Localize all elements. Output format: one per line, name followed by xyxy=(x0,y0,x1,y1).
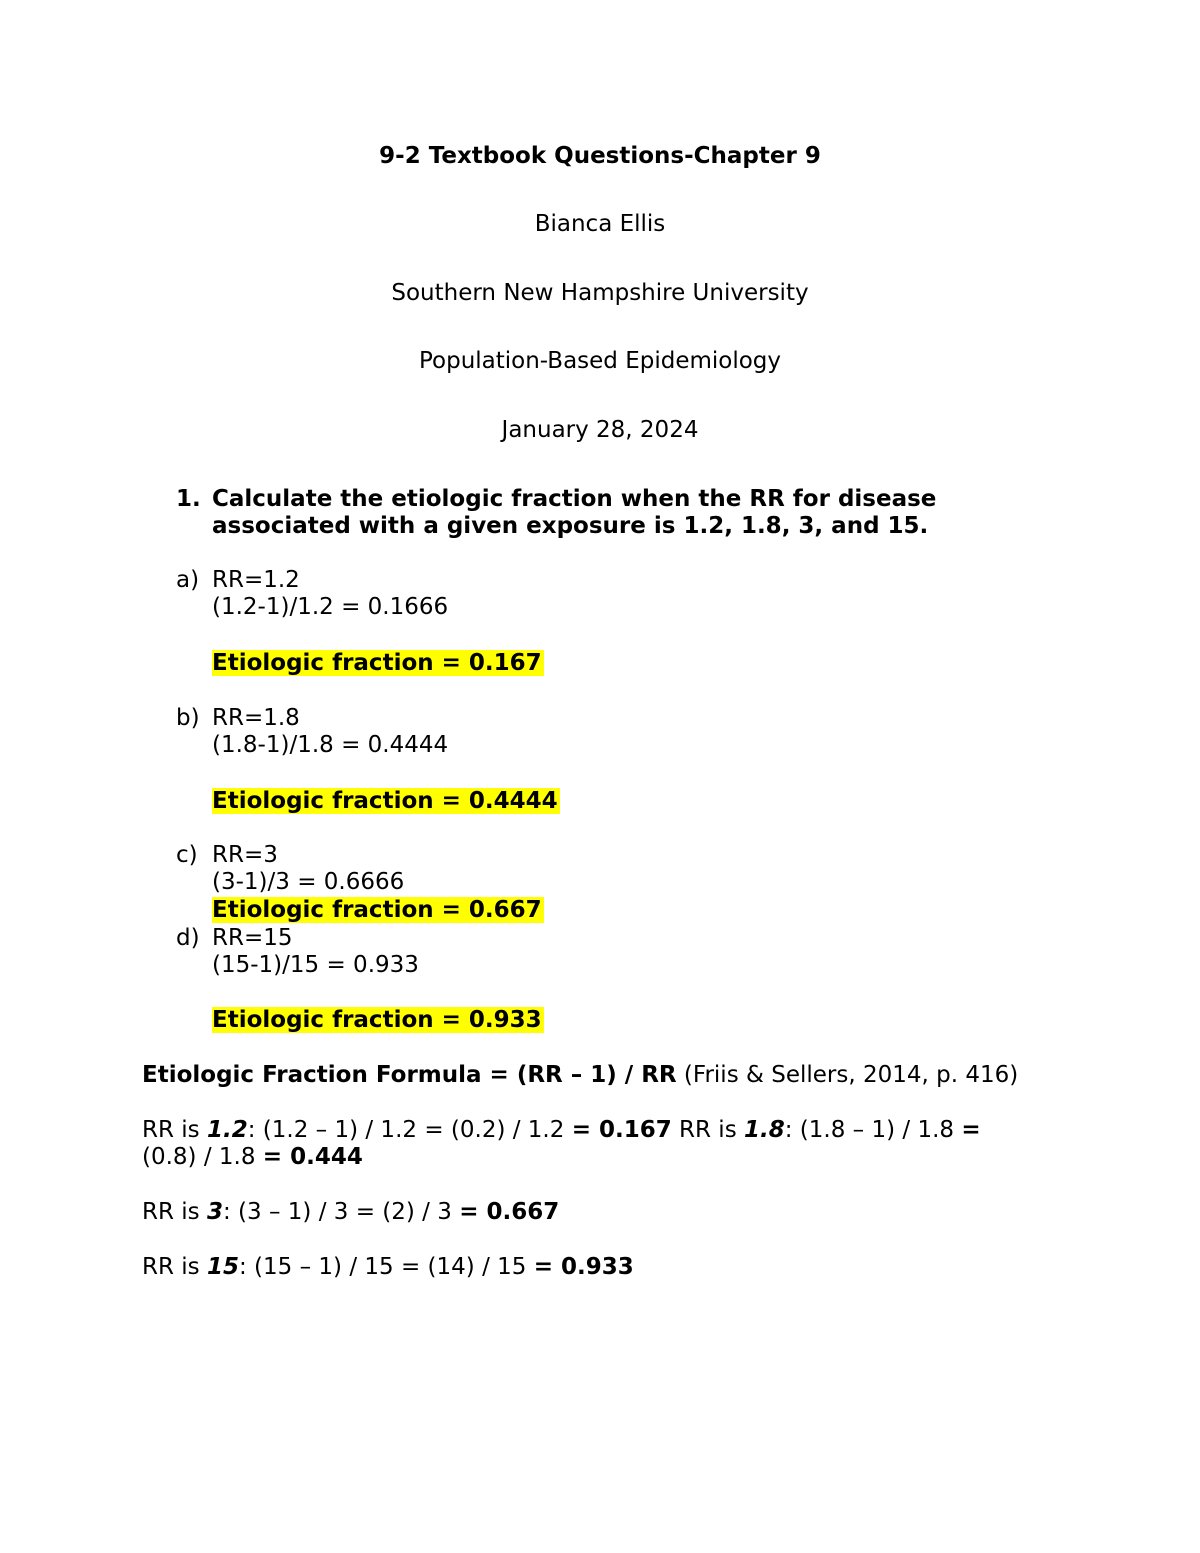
formula-label: Etiologic Fraction Formula = (RR – 1) / RR xyxy=(142,1062,677,1088)
worked-text: RR is xyxy=(142,1117,207,1143)
item-b-result xyxy=(212,787,560,815)
course-name: Population-Based Epidemiology xyxy=(418,348,782,374)
item-d-rr: RR=15 xyxy=(212,925,293,951)
worked-text: : (1.2 – 1) / 1.2 = (0.2) / 1.2 xyxy=(247,1117,572,1143)
item-a-calculation: (1.2-1)/1.2 = 0.1666 xyxy=(212,594,449,620)
worked-text: RR is xyxy=(142,1199,207,1225)
worked-text: : (1.8 – 1) / 1.8 xyxy=(784,1117,962,1143)
worked-text: RR is xyxy=(142,1254,207,1280)
item-d-result-highlight: Etiologic fraction = 0.933 xyxy=(212,1007,542,1033)
item-d-calculation: (15-1)/15 = 0.933 xyxy=(212,952,419,978)
item-d-marker: d) xyxy=(176,925,200,951)
worked-text: (0.8) / 1.8 xyxy=(142,1144,263,1170)
worked-paragraph-2 xyxy=(142,1198,559,1226)
item-a-result-highlight: Etiologic fraction = 0.167 xyxy=(212,650,542,676)
worked-result: = 0.444 xyxy=(262,1144,363,1170)
worked-result: = 0.667 xyxy=(459,1199,560,1225)
worked-rr-value: 1.8 xyxy=(744,1117,785,1143)
item-b-rr: RR=1.8 xyxy=(212,705,300,731)
item-b-result-highlight: Etiologic fraction = 0.4444 xyxy=(212,788,558,814)
question-text-line-2: associated with a given exposure is 1.2, 1.8, 3, and 15. xyxy=(212,513,929,539)
item-c-rr: RR=3 xyxy=(212,842,278,868)
item-a-marker: a) xyxy=(176,567,200,593)
worked-rr-value: 1.2 xyxy=(206,1117,248,1143)
formula-line xyxy=(142,1061,1018,1089)
item-a-result xyxy=(212,649,544,677)
document-title: 9-2 Textbook Questions-Chapter 9 xyxy=(379,143,821,169)
question-text-line-1: Calculate the etiologic fraction when the RR for disease xyxy=(212,486,937,512)
worked-result: = 0.933 xyxy=(533,1254,634,1280)
worked-paragraph-3 xyxy=(142,1253,634,1281)
worked-result: = 0.167 xyxy=(571,1117,672,1143)
formula-citation: (Friis & Sellers, 2014, p. 416) xyxy=(676,1062,1019,1088)
worked-rr-value: 15 xyxy=(206,1254,239,1280)
item-c-calculation: (3-1)/3 = 0.6666 xyxy=(212,869,405,895)
item-c-marker: c) xyxy=(176,842,198,868)
item-a-rr: RR=1.2 xyxy=(212,567,300,593)
worked-paragraph-1-line-1 xyxy=(142,1116,981,1144)
worked-text: RR is xyxy=(671,1117,744,1143)
item-d-result xyxy=(212,1006,544,1034)
worked-text: : (3 – 1) / 3 = (2) / 3 xyxy=(222,1199,460,1225)
question-number: 1. xyxy=(176,486,201,512)
author-name: Bianca Ellis xyxy=(534,211,666,237)
document-date: January 28, 2024 xyxy=(501,417,699,443)
worked-text: : (15 – 1) / 15 = (14) / 15 xyxy=(238,1254,534,1280)
item-c-result xyxy=(212,896,544,924)
item-b-marker: b) xyxy=(176,705,200,731)
item-b-calculation: (1.8-1)/1.8 = 0.4444 xyxy=(212,732,449,758)
worked-equals: = xyxy=(961,1117,981,1143)
item-c-result-highlight: Etiologic fraction = 0.667 xyxy=(212,897,542,923)
worked-paragraph-1-line-2 xyxy=(142,1143,363,1171)
worked-rr-value: 3 xyxy=(206,1199,223,1225)
institution-name: Southern New Hampshire University xyxy=(391,280,809,306)
